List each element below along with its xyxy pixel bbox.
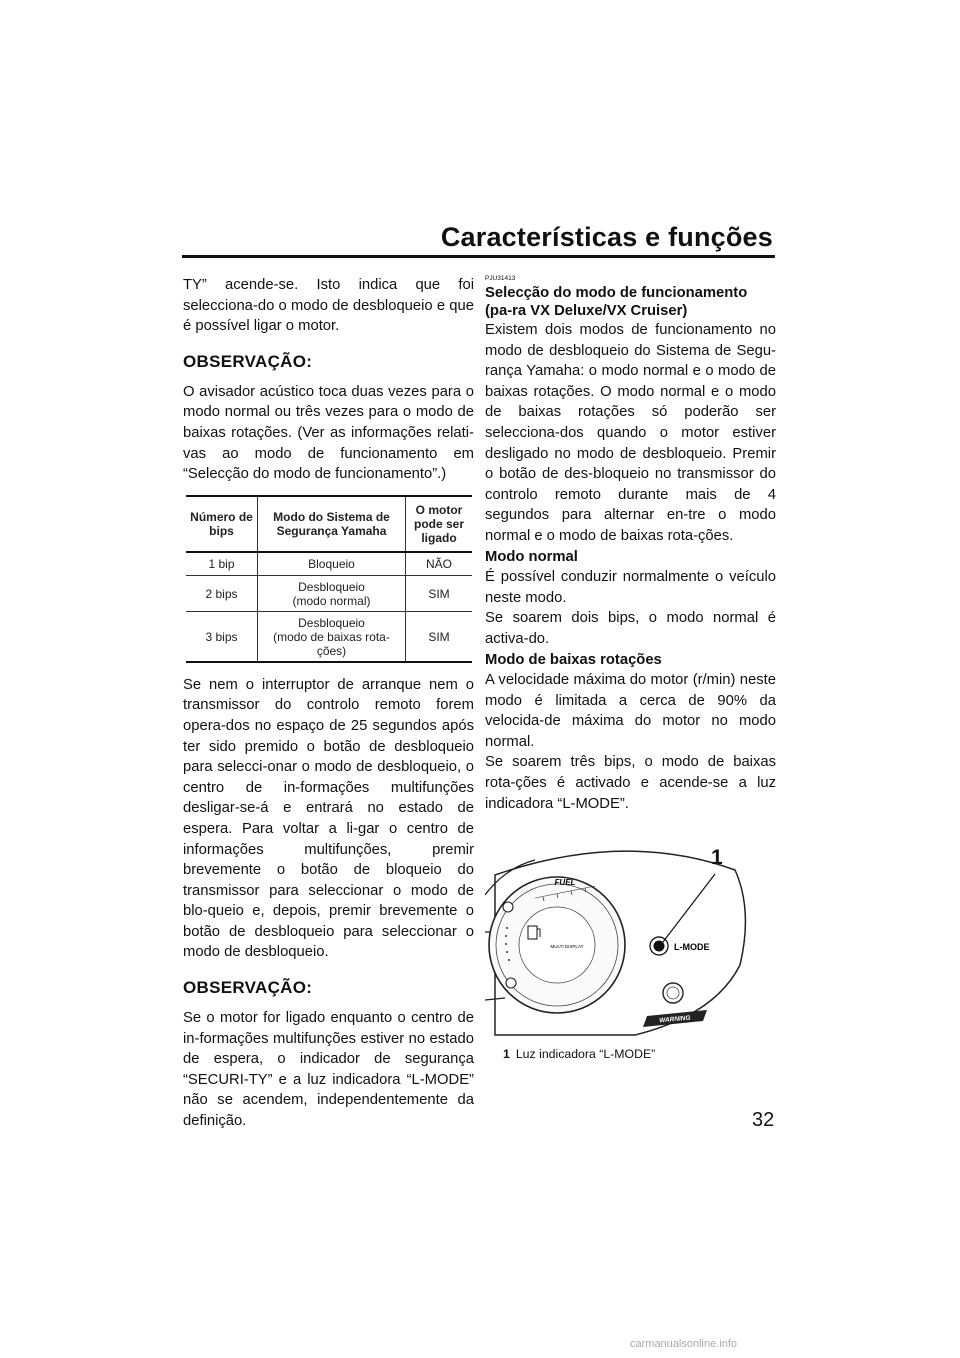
footer-watermark: carmanualsonline.info <box>630 1338 738 1350</box>
table-cell: Bloqueio <box>258 552 406 576</box>
table-row <box>186 612 472 662</box>
beeps-table-header <box>186 496 472 552</box>
dashboard-illustration <box>485 840 776 1040</box>
table-header-cell: Modo do Sistema de Segurança Yamaha <box>258 496 406 552</box>
table-cell: 1 bip <box>208 557 235 571</box>
normal-mode-heading: Modo normal <box>485 548 578 565</box>
note-text-1: O avisador acústico toca duas vezes para o modo normal ou três vezes para o modo de baixas rotações. (Ver as informações relati-vas ao modo de funcionamento em “Selecção do modo de funcionamento”.) <box>183 383 474 483</box>
lmode-lamp <box>654 941 665 952</box>
multi-display-label: MULTI DISPLAY <box>550 944 584 950</box>
figure-caption <box>485 1046 776 1062</box>
table-cell: 3 bips <box>205 629 238 644</box>
low-mode-text-1: A velocidade máxima do motor (r/min) neste modo é limitada a cerca de 90% da velocida-de máxima do motor no modo normal. <box>485 672 776 750</box>
warning-lamp-lens <box>667 987 679 999</box>
note-heading-1: OBSERVAÇÃO: <box>183 351 313 371</box>
low-mode-heading: Modo de baixas rotações <box>485 651 662 668</box>
caption-number: 1 <box>503 1047 510 1062</box>
left-paragraph-1: TY” acende-se. Isto indica que foi selecciona-do o modo de desbloqueio e que é possível ligar o motor. <box>183 277 474 335</box>
table-cell: SIM <box>406 576 473 612</box>
page-number: 32 <box>752 1109 775 1131</box>
normal-mode-text-2: Se soarem dois bips, o modo normal é activa-do. <box>485 610 776 647</box>
warning-label: WARNING <box>658 1014 691 1025</box>
table-header-cell: O motor pode ser ligado <box>406 496 473 552</box>
table-cell: Desbloqueio (modo normal) <box>258 576 406 612</box>
table-cell: SIM <box>406 612 473 662</box>
header-rule <box>182 255 775 258</box>
caption-text: Luz indicadora “L-MODE” <box>515 1047 656 1062</box>
table-row <box>186 576 472 612</box>
note-heading-2: OBSERVAÇÃO: <box>183 978 313 998</box>
small-indicator-lamp <box>503 902 513 912</box>
right-column <box>485 275 776 1062</box>
left-column <box>183 275 474 1132</box>
right-paragraph-1: Existem dois modos de funcionamento no modo de desbloqueio do Sistema de Segu-rança Yamaha: o modo normal e o modo de baixas rotações. O modo normal e o modo de baixas rotações só poderão ser selecciona-dos quando o motor estiver desligado no modo de desbloqueio. Premir o botão de des-bloqueio no transmissor do controlo remoto durante mais de 4 segundos para alternar en-tre o modo normal e o modo de baixas rota-ções. <box>485 322 776 544</box>
section-title: Selecção do modo de funcionamento (pa-ra VX Deluxe/VX Cruiser) <box>485 285 748 319</box>
table-row <box>186 552 472 576</box>
callout-number: 1 <box>711 846 723 870</box>
fuel-label: FUEL <box>554 878 576 888</box>
small-indicator-lamp <box>506 978 516 988</box>
page-title: Características e funções <box>440 222 773 252</box>
beeps-table <box>186 495 472 663</box>
lmode-figure <box>485 840 776 1040</box>
table-cell: Desbloqueio (modo de baixas rota- ções) <box>258 612 406 662</box>
table-cell: 2 bips <box>205 586 238 601</box>
lmode-label: L-MODE <box>674 942 710 953</box>
note-text-2: Se o motor for ligado enquanto o centro de in-formações multifunções estiver no estado de espera, o indicador de segurança “SECURI-TY” e a luz indicadora “L-MODE” não se acendem, independentemente da definição. <box>183 1010 474 1130</box>
section-code: PJU31413 <box>485 275 516 282</box>
table-cell: NÃO <box>406 552 473 576</box>
table-header-cell: Número de bips <box>190 509 253 538</box>
left-paragraph-2: Se nem o interruptor de arranque nem o transmissor do controlo remoto forem opera-dos no espaço de 25 segundos após ter sido premido o botão de desbloqueio para selecci-onar o modo de desbloqueio, o centro de in-formações multifunções desligar-se-á e entrará no estado de espera. Para voltar a li-gar o centro de informações multifunções, premir brevemente o botão de bloqueio do transmissor para seleccionar o modo de blo-queio e, depois, premir brevemente o botão de desbloqueio para seleccionar o modo de desbloqueio. <box>183 676 474 961</box>
low-mode-text-2: Se soarem três bips, o modo de baixas rota-ções é activado e acende-se a luz indicadora “L-MODE”. <box>485 754 776 812</box>
normal-mode-text-1: É possível conduzir normalmente o veículo neste modo. <box>485 569 776 606</box>
